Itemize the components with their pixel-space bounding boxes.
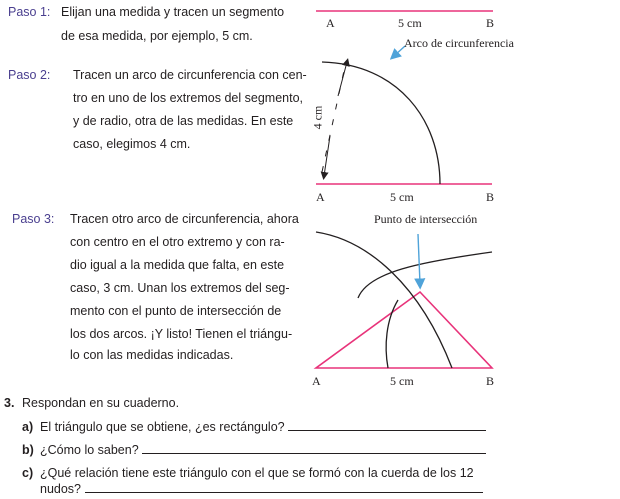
figure2-arc-label: Arco de circunferencia (404, 36, 514, 50)
question-c-answer-blank[interactable] (85, 480, 483, 493)
step3-line-1: Tracen otro arco de circunferencia, ahora (70, 212, 299, 226)
exercise-prompt: Respondan en su cuaderno. (22, 396, 180, 410)
question-a-text (40, 418, 486, 437)
question-b-answer-blank[interactable] (142, 441, 486, 454)
figure3-arc-b-upper (358, 252, 492, 298)
figure2-point-b: B (486, 190, 495, 204)
figure3 (316, 232, 492, 368)
figure1-point-b: B (486, 16, 495, 30)
step2-line-3: y de radio, otra de las medidas. En este (73, 114, 294, 128)
figure2-length: 5 cm (390, 190, 414, 204)
step2-line-1: Tracen un arco de circunferencia con cen- (73, 68, 307, 82)
figure3-intersection-label: Punto de intersección (374, 212, 478, 226)
step1-line-2: de esa medida, por ejemplo, 5 cm. (61, 29, 253, 43)
figure3-triangle (316, 292, 492, 368)
question-c-prompt-2: nudos? (40, 482, 82, 496)
question-c-text: ¿Qué relación tiene este triángulo con el que se formó con la cuerda de los 12 (40, 466, 474, 480)
figure2-radius-arrow-down (324, 136, 330, 176)
step3-line-2: con centro en el otro extremo y con ra- (70, 235, 285, 249)
question-b-label: b) (22, 443, 34, 457)
figure3-point-b: B (486, 374, 495, 388)
step2-line-4: caso, elegimos 4 cm. (73, 137, 191, 151)
step1-line-1: Elijan una medida y tracen un segmento (61, 5, 285, 19)
step3-line-3: dio igual a la medida que falta, en este (70, 258, 285, 272)
figure1-point-a: A (326, 16, 335, 30)
question-b-text (40, 441, 486, 460)
question-b-prompt: ¿Cómo lo saben? (40, 443, 139, 457)
figure2-arc (322, 62, 440, 184)
question-c-text-2 (40, 480, 483, 499)
figure3-length: 5 cm (390, 374, 414, 388)
question-a-label: a) (22, 420, 34, 434)
question-a-answer-blank[interactable] (288, 418, 486, 431)
step1-label: Paso 1: (8, 5, 51, 19)
figure2-radius-arrow-up (338, 62, 347, 96)
step3-line-7: lo con las medidas indicadas. (70, 348, 234, 362)
figure1-length: 5 cm (398, 16, 422, 30)
question-c-label: c) (22, 466, 34, 480)
step3-line-5: mento con el punto de intersección de (70, 304, 282, 318)
step2-line-2: tro en uno de los extremos del segmento, (73, 91, 303, 105)
step3-label: Paso 3: (12, 212, 55, 226)
figure2-radius-label: 4 cm (310, 105, 325, 130)
figure2 (316, 46, 492, 184)
step2-label: Paso 2: (8, 68, 51, 82)
figure3-point-a: A (312, 374, 321, 388)
exercise-number: 3. (4, 396, 15, 410)
step3-line-4: caso, 3 cm. Unan los extremos del seg- (70, 281, 290, 295)
step3-line-6: los dos arcos. ¡Y listo! Tienen el triángu- (70, 327, 293, 341)
figure2-point-a: A (316, 190, 325, 204)
question-a-prompt: El triángulo que se obtiene, ¿es rectángulo? (40, 420, 285, 434)
figure3-arc-a (316, 232, 452, 368)
figure3-intersection-arrow (418, 234, 420, 284)
